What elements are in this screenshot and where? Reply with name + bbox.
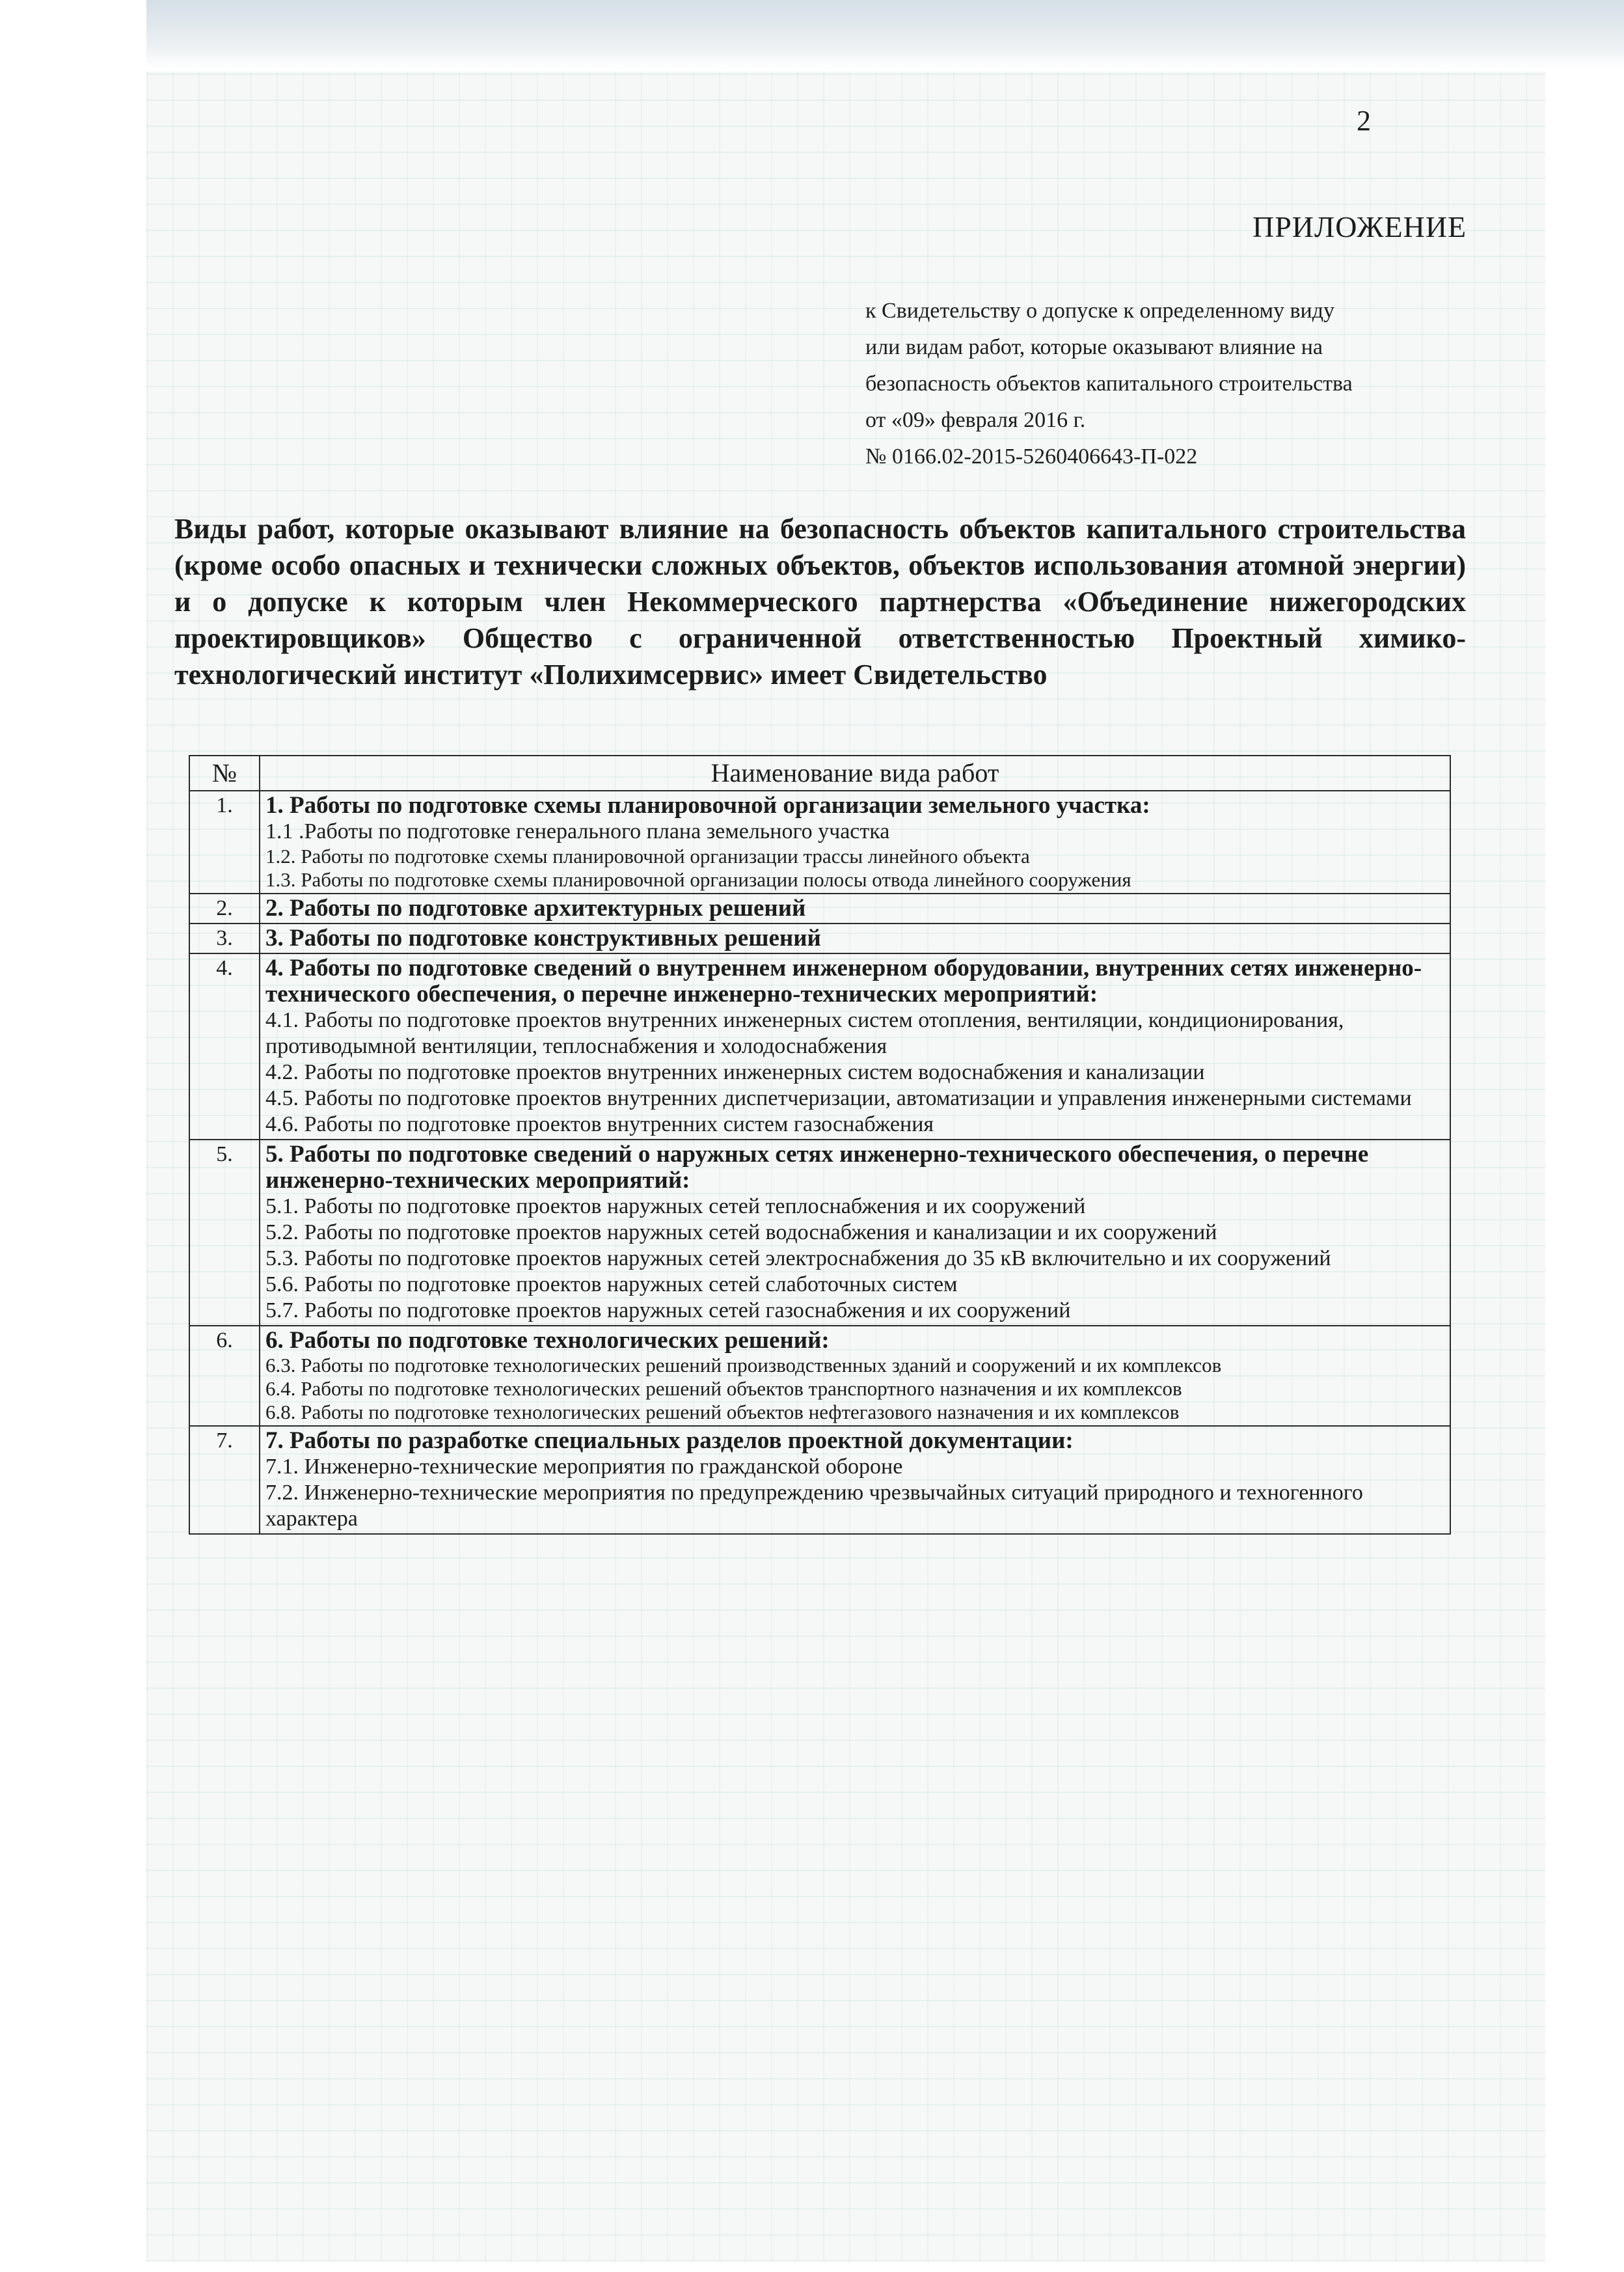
appendix-line: или видам работ, которые оказывают влияние на	[865, 335, 1323, 359]
row-work-name	[260, 924, 1450, 953]
row-work-name	[260, 894, 1450, 924]
page-number: 2	[1357, 105, 1371, 137]
column-header-number: №	[189, 756, 260, 791]
work-item: 1.3. Работы по подготовке схемы планировочной организации полосы отвода линейного сооружения	[265, 868, 1131, 891]
work-item: 5.3. Работы по подготовке проектов наружных сетей электроснабжения до 35 кВ включительно и их сооружений	[265, 1246, 1331, 1270]
appendix-line: безопасность объектов капитального строительства	[865, 372, 1353, 396]
scan-left-margin	[0, 0, 146, 2272]
work-item: 1.2. Работы по подготовке схемы планировочной организации трассы линейного объекта	[265, 845, 1030, 868]
table-row	[189, 1426, 1450, 1534]
work-group-title: 4. Работы по подготовке сведений о внутреннем инженерном оборудовании, внутренних сетях инженерно-технического обеспечения, о перечне инженерно-технических мероприятий:	[265, 955, 1422, 1007]
row-work-name	[260, 1426, 1450, 1534]
intro-paragraph: Виды работ, которые оказывают влияние на безопасность объектов капитального строительства (кроме особо опасных и технически сложных объектов, объектов использования атомной энергии) и о допуске к которым член Некоммерческого партнерства «Объединение нижегородских проектировщиков» Общество с ограниченной ответственностью Проектный химико-технологический институт «Полихимсервис» имеет Свидетельство	[174, 513, 1466, 691]
row-work-name	[260, 791, 1450, 894]
work-item: 4.6. Работы по подготовке проектов внутренних систем газоснабжения	[265, 1112, 934, 1136]
work-item: 6.4. Работы по подготовке технологических решений объектов транспортного назначения и их комплексов	[265, 1377, 1182, 1400]
appendix-title: ПРИЛОЖЕНИЕ	[1252, 210, 1467, 243]
table-row	[189, 894, 1450, 924]
work-item: 4.2. Работы по подготовке проектов внутренних инженерных систем водоснабжения и канализации	[265, 1060, 1205, 1084]
work-item: 5.6. Работы по подготовке проектов наружных сетей слаботочных систем	[265, 1272, 958, 1296]
work-item: 6.3. Работы по подготовке технологических решений производственных зданий и сооружений и их комплексов	[265, 1354, 1222, 1376]
work-item: 7.2. Инженерно-технические мероприятия по предупреждению чрезвычайных ситуаций природного и техногенного характера	[265, 1481, 1363, 1531]
works-table	[189, 755, 1451, 1535]
appendix-reference	[865, 293, 1490, 475]
row-number: 4.	[189, 953, 260, 1140]
scan-top-edge	[0, 0, 1624, 68]
work-item: 7.1. Инженерно-технические мероприятия по гражданской обороне	[265, 1455, 903, 1479]
row-number: 6.	[189, 1326, 260, 1426]
work-item: 1.1 .Работы по подготовке генерального плана земельного участка	[265, 819, 890, 843]
works-table-body	[189, 791, 1450, 1534]
work-item: 6.8. Работы по подготовке технологических решений объектов нефтегазового назначения и их комплексов	[265, 1401, 1180, 1423]
table-row	[189, 924, 1450, 953]
appendix-line: от «09» февраля 2016 г.	[865, 408, 1086, 432]
row-number: 2.	[189, 894, 260, 924]
column-header-work-name: Наименование вида работ	[260, 756, 1450, 791]
row-number: 7.	[189, 1426, 260, 1534]
table-row	[189, 1326, 1450, 1426]
table-row	[189, 1140, 1450, 1326]
work-item: 5.1. Работы по подготовке проектов наружных сетей теплоснабжения и их сооружений	[265, 1194, 1086, 1218]
work-group-title: 1. Работы по подготовке схемы планировочной организации земельного участка:	[265, 792, 1150, 819]
work-group-title: 3. Работы по подготовке конструктивных решений	[265, 925, 821, 951]
row-work-name	[260, 953, 1450, 1140]
work-item: 4.1. Работы по подготовке проектов внутренних инженерных систем отопления, вентиляции, кондиционирования, противодымной вентиляции, теплоснабжения и холодоснабжения	[265, 1008, 1344, 1058]
row-work-name	[260, 1140, 1450, 1326]
work-group-title: 7. Работы по разработке специальных разделов проектной документации:	[265, 1427, 1074, 1454]
table-row	[189, 953, 1450, 1140]
work-group-title: 6. Работы по подготовке технологических решений:	[265, 1327, 830, 1354]
work-item: 5.2. Работы по подготовке проектов наружных сетей водоснабжения и канализации и их сооружений	[265, 1220, 1217, 1244]
work-item: 4.5. Работы по подготовке проектов внутренних диспетчеризации, автоматизации и управления инженерными системами	[265, 1086, 1412, 1110]
row-number: 1.	[189, 791, 260, 894]
work-item: 5.7. Работы по подготовке проектов наружных сетей газоснабжения и их сооружений	[265, 1298, 1071, 1322]
table-row	[189, 791, 1450, 894]
row-number: 5.	[189, 1140, 260, 1326]
row-number: 3.	[189, 924, 260, 953]
work-group-title: 2. Работы по подготовке архитектурных решений	[265, 895, 806, 922]
appendix-line: к Свидетельству о допуске к определенному виду	[865, 299, 1335, 323]
certificate-number: № 0166.02-2015-5260406643-П-022	[865, 445, 1198, 469]
row-work-name	[260, 1326, 1450, 1426]
work-group-title: 5. Работы по подготовке сведений о наружных сетях инженерно-технического обеспечения, о перечне инженерно-технических мероприятий:	[265, 1141, 1369, 1194]
table-header-row	[189, 756, 1450, 791]
